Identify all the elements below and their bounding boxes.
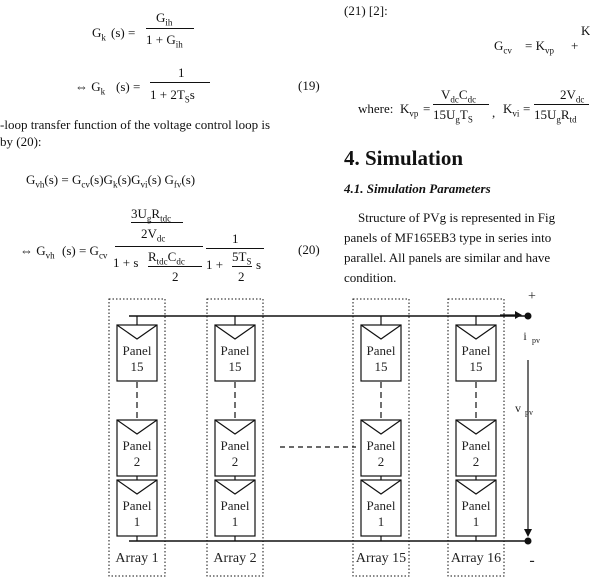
eq20-num-top: $3U_gR_{tdc}$	[131, 206, 172, 224]
panel-top-1-label-2: 15	[130, 359, 144, 374]
eq20-frac2-pre: 1 +	[206, 257, 224, 272]
panel-bot-2-label-1: Panel	[220, 498, 250, 513]
current-arrow-head	[515, 311, 522, 319]
panel-bot-4-label-1: Panel	[461, 498, 491, 513]
panel-top-3-label-2: 15	[374, 359, 388, 374]
eq-gcv-lhs: $G_{cv}$	[494, 38, 512, 56]
eq20-frac2-5t: $5T_S$	[232, 249, 252, 267]
panel-mid-3-label-1: Panel	[366, 438, 396, 453]
voltage-label: v	[515, 401, 521, 415]
eq19-lhs: ⇔ $G_k$	[75, 79, 106, 97]
subsection-heading: 4.1. Simulation Parameters	[344, 181, 491, 196]
voltage-arrow-head	[524, 529, 532, 537]
eq-gcv-mid: = $K_{vp}$	[525, 38, 554, 56]
right-paragraph-line2: panels of MF165EB3 type in series into	[344, 230, 552, 245]
panel-top-4-label-2: 15	[469, 359, 483, 374]
panel-bot-3-label-1: Panel	[366, 498, 396, 513]
where-label: where:	[358, 101, 394, 116]
panel-top-2-label-2: 15	[228, 359, 242, 374]
eq19-den: $1 + 2T_Ss$	[150, 87, 195, 105]
negative-terminal	[525, 538, 532, 545]
eq20-den-two: 2	[172, 269, 179, 284]
kvp-num: $V_{dc}C_{dc}$	[441, 87, 477, 105]
equation-gvh: $G_{vh}(s) = G_{cv}(s)G_k(s)G_{vi}(s)$ $G_{fv}(s)$	[26, 172, 196, 190]
positive-terminal	[525, 313, 532, 320]
eq-gk-arg: (s) =	[111, 25, 136, 40]
eq-gcv-plus: +	[571, 38, 579, 53]
eq19-num: 1	[178, 65, 185, 80]
eq20-number: (20)	[298, 242, 320, 257]
eq20-den-pre: 1 + s	[113, 255, 139, 270]
current-label: i	[523, 329, 527, 343]
current-sub-label: pv	[532, 336, 540, 345]
panel-bot-2-label-2: 1	[231, 514, 239, 529]
array-label-3: Array 15	[355, 551, 407, 566]
right-paragraph-line3: parallel. All panels are similar and have	[344, 250, 551, 265]
kvp-eq: =	[423, 101, 431, 116]
panel-bot-3-label-2: 1	[377, 514, 385, 529]
eq20-arg: $(s) = G_{cv}$	[62, 243, 108, 261]
plus-label: +	[528, 289, 536, 304]
eq19-arg: (s) =	[116, 79, 141, 94]
section-heading: 4. Simulation	[344, 146, 464, 170]
panel-bot-1-label-1: Panel	[122, 498, 152, 513]
panel-top-2-label-1: Panel	[220, 343, 250, 358]
right-paragraph-line1: Structure of PVg is represented in Fig	[358, 210, 556, 225]
kvi-eq: =	[523, 101, 531, 116]
comma: ,	[492, 105, 496, 120]
kvi-num: $2V_{dc}$	[560, 87, 585, 105]
eq20-den-rc: $R_{tdc}C_{dc}$	[148, 249, 185, 267]
right-paragraph-line4: condition.	[344, 270, 397, 285]
panel-mid-4-label-2: 2	[472, 454, 480, 469]
eq-gk-num: $G_{ih}$	[156, 10, 173, 28]
panel-top-3-label-1: Panel	[366, 343, 396, 358]
eq-gcv-k: K	[581, 23, 590, 38]
kvi-lhs: $K_{vi}$	[503, 101, 520, 119]
panel-mid-2-label-2: 2	[231, 454, 239, 469]
kvi-den: $15U_gR_{td}$	[534, 107, 577, 125]
panel-mid-2-label-1: Panel	[220, 438, 250, 453]
eq20-frac2-two: 2	[238, 269, 245, 284]
left-paragraph-line2: by (20):	[0, 134, 42, 149]
panel-mid-4-label-1: Panel	[461, 438, 491, 453]
eq20-num-bot: $2V_{dc}$	[141, 226, 166, 244]
left-paragraph-line1: -loop transfer function of the voltage control loop is	[0, 117, 271, 132]
eq-gk-den: $1 + G_{ih}$	[146, 32, 183, 50]
eq20-frac2-s: s	[256, 257, 262, 272]
panel-bot-4-label-2: 1	[472, 514, 480, 529]
eq-gk-lhs: $G_k$	[92, 25, 106, 43]
panel-bot-1-label-2: 1	[133, 514, 141, 529]
kvp-lhs: $K_{vp}$	[400, 101, 419, 119]
minus-label: -	[529, 552, 535, 569]
panel-mid-3-label-2: 2	[377, 454, 385, 469]
eq20-lhs: ⇔ $G_{vh}$	[20, 243, 55, 261]
panel-mid-1-label-2: 2	[133, 454, 141, 469]
panel-mid-1-label-1: Panel	[122, 438, 152, 453]
eq20-frac2-num: 1	[232, 231, 239, 246]
array-label-1: Array 1	[115, 551, 159, 566]
kvp-den: $15U_gT_S$	[433, 107, 473, 125]
voltage-sub-label: pv	[525, 408, 533, 417]
array-label-4: Array 16	[450, 551, 502, 566]
eq19-number: (19)	[298, 78, 320, 93]
panel-top-4-label-1: Panel	[461, 343, 491, 358]
panel-top-1-label-1: Panel	[122, 343, 152, 358]
ref-line: (21) [2]:	[344, 3, 388, 18]
array-label-2: Array 2	[213, 551, 257, 566]
